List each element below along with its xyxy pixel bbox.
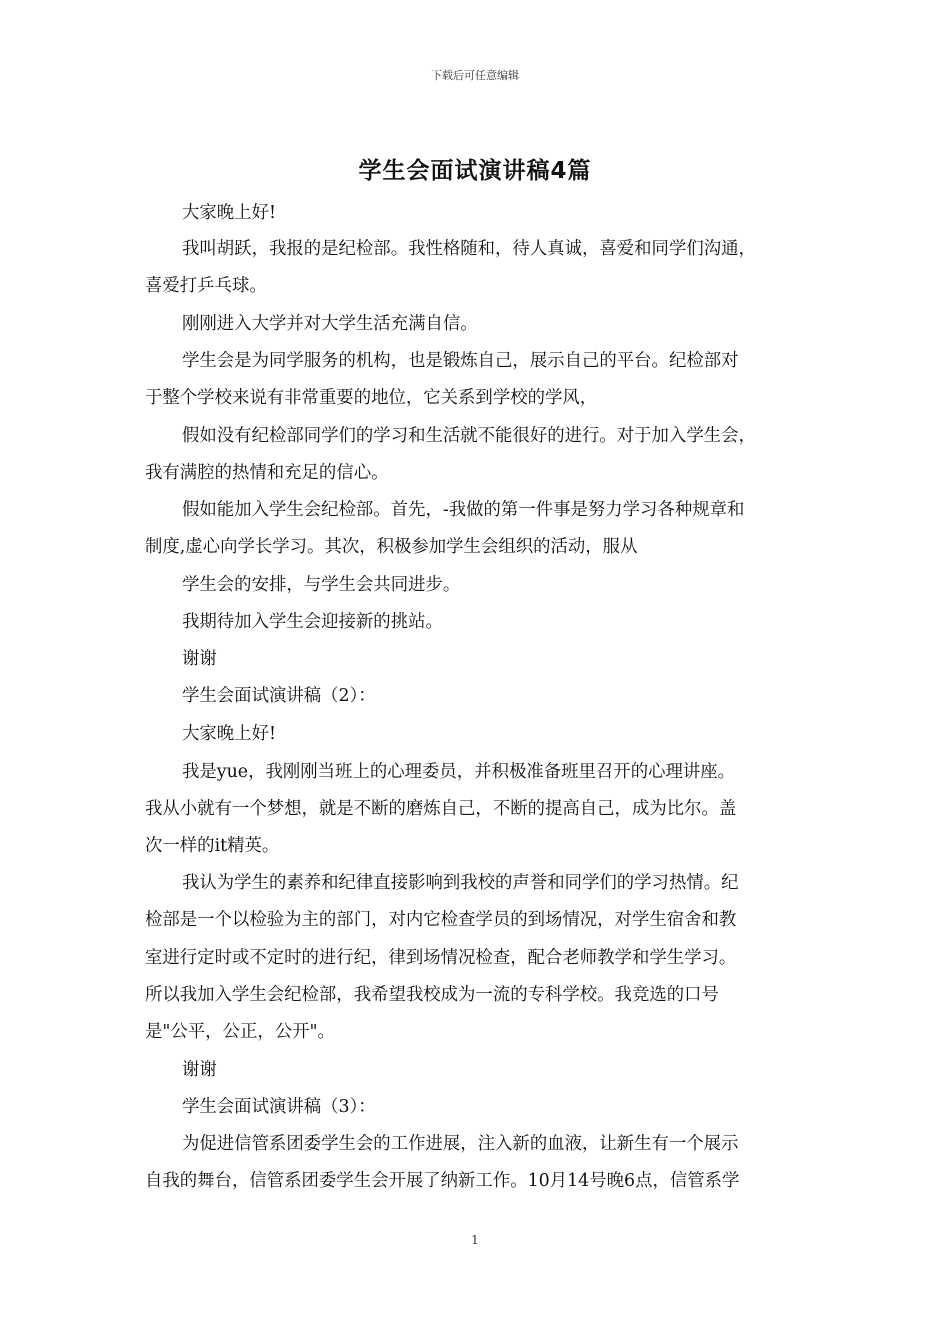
paragraph-line: 我从小就有一个梦想，就是不断的磨炼自己，不断的提高自己，成为比尔。盖 bbox=[145, 799, 737, 819]
paragraph-line: 所以我加入学生会纪检部，我希望我校成为一流的专科学校。我竞选的口号 bbox=[145, 985, 719, 1005]
paragraph-line: 次一样的it精英。 bbox=[145, 836, 280, 856]
paragraph-line: 是"公平，公正，公开"。 bbox=[145, 1022, 335, 1042]
paragraph-line: 喜爱打乒乓球。 bbox=[145, 276, 267, 296]
paragraph-line: 我有满腔的热情和充足的信心。 bbox=[145, 463, 389, 483]
paragraph-line: 为促进信管系团委学生会的工作进展，注入新的血液，让新生有一个展示 bbox=[182, 1134, 739, 1154]
paragraph-line: 谢谢 bbox=[182, 649, 217, 669]
paragraph-line: 大家晚上好! bbox=[182, 203, 276, 223]
paragraph-line: 我是yue，我刚刚当班上的心理委员，并积极准备班里召开的心理讲座。 bbox=[182, 762, 736, 782]
paragraph-line: 大家晚上好! bbox=[182, 724, 276, 744]
paragraph-line: 我认为学生的素养和纪律直接影响到我校的声誉和同学们的学习热情。纪 bbox=[182, 873, 739, 893]
paragraph-line: 自我的舞台，信管系团委学生会开展了纳新工作。10月14号晚6点，信管系学 bbox=[145, 1171, 740, 1191]
paragraph-line: 假如能加入学生会纪检部。首先，-我做的第一件事是努力学习各种规章和 bbox=[182, 500, 745, 520]
document-title: 学生会面试演讲稿4篇 bbox=[358, 158, 592, 184]
paragraph-line: 学生会的安排，与学生会共同进步。 bbox=[182, 575, 461, 595]
paragraph-line: 检部是一个以检验为主的部门，对内它检查学员的到场情况，对学生宿舍和教 bbox=[145, 910, 737, 930]
section-heading: 学生会面试演讲稿（3）： bbox=[182, 1097, 376, 1117]
paragraph-line: 于整个学校来说有非常重要的地位，它关系到学校的学风， bbox=[145, 388, 598, 408]
section-heading: 学生会面试演讲稿（2）： bbox=[182, 686, 376, 706]
paragraph-line: 我叫胡跃，我报的是纪检部。我性格随和，待人真诚，喜爱和同学们沟通， bbox=[182, 239, 756, 259]
paragraph-line: 假如没有纪检部同学们的学习和生活就不能很好的进行。对于加入学生会， bbox=[182, 426, 756, 446]
paragraph-line: 室进行定时或不定时的进行纪，律到场情况检查，配合老师教学和学生学习。 bbox=[145, 948, 737, 968]
paragraph-line: 学生会是为同学服务的机构，也是锻炼自己，展示自己的平台。纪检部对 bbox=[182, 351, 739, 371]
page-number: 1 bbox=[471, 1233, 479, 1247]
paragraph-line: 我期待加入学生会迎接新的挑站。 bbox=[182, 612, 443, 632]
paragraph-line: 刚刚进入大学并对大学生活充满自信。 bbox=[182, 314, 478, 334]
paragraph-line: 制度,虚心向学长学习。其次，积极参加学生会组织的活动，服从 bbox=[145, 537, 638, 557]
page-header: 下载后可任意编辑 bbox=[431, 69, 519, 82]
paragraph-line: 谢谢 bbox=[182, 1060, 217, 1080]
